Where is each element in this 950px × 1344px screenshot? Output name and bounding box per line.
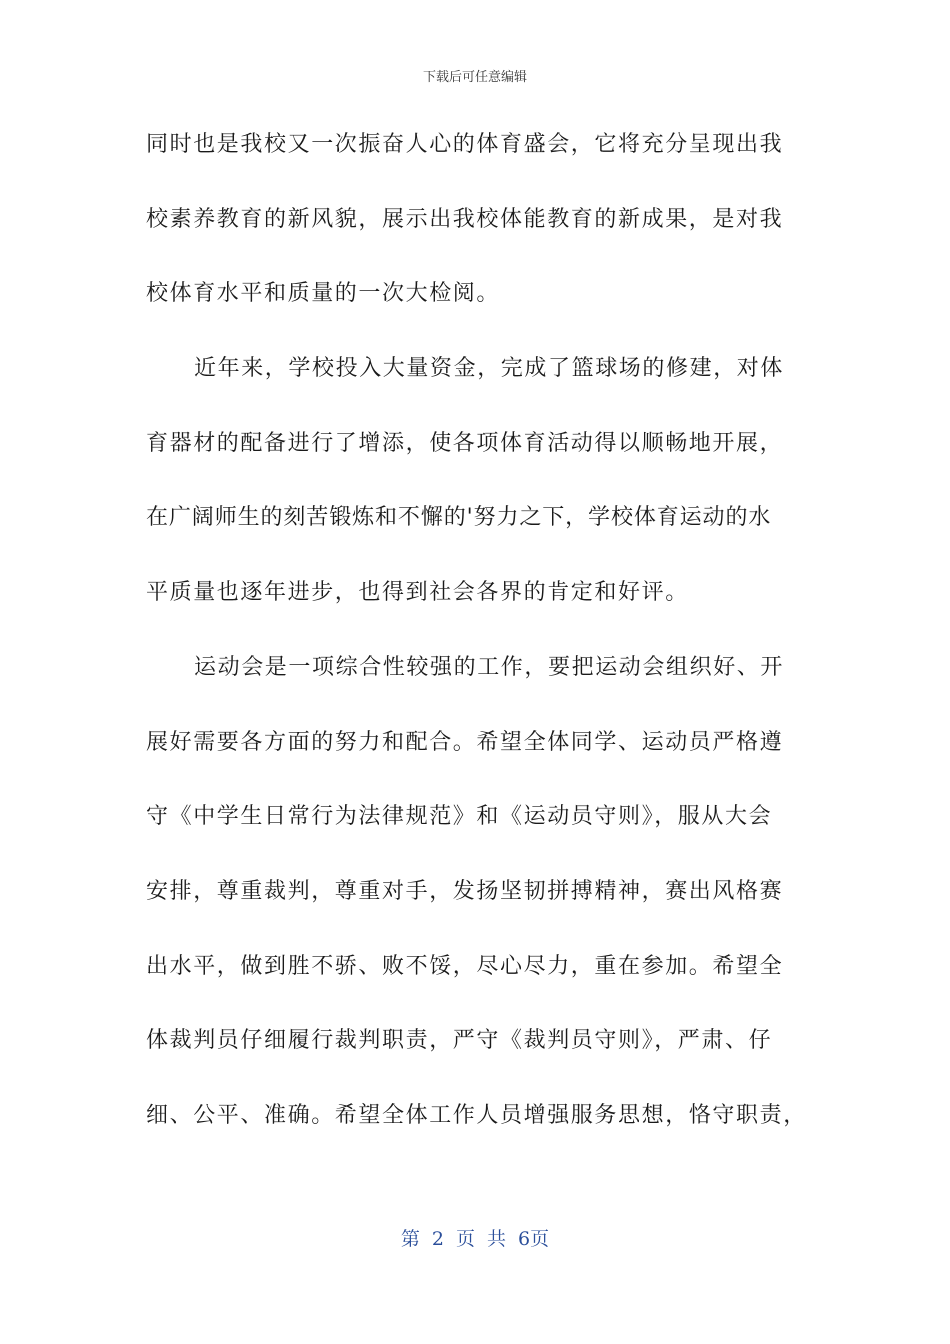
footer-middle: 页 共 xyxy=(455,1228,507,1250)
document-body xyxy=(146,122,807,1168)
body-line-1: 同时也是我校又一次振奋人心的体育盛会，它将充分呈现出我 xyxy=(146,132,784,157)
body-line-7: 平质量也逐年进步，也得到社会各界的肯定和好评。 xyxy=(146,580,689,606)
body-line-10: 守《中学生日常行为法律规范》和《运动员守则》，服从大会 xyxy=(146,804,773,830)
footer-current-page: 2 xyxy=(431,1228,444,1250)
body-line-2: 校素养教育的新风貌，展示出我校体能教育的新成果，是对我 xyxy=(146,206,784,232)
body-line-4: 近年来，学校投入大量资金，完成了篮球场的修建，对体 xyxy=(194,356,785,382)
page-header: 下载后可任意编辑 xyxy=(422,70,527,85)
body-line-6: 在广阔师生的刻苦锻炼和不懈的'努力之下，学校体育运动的水 xyxy=(146,505,772,531)
body-line-11: 安排，尊重裁判，尊重对手，发扬坚韧拼搏精神，赛出风格赛 xyxy=(146,878,784,904)
footer-prefix: 第 xyxy=(400,1228,420,1250)
body-line-3: 校体育水平和质量的一次大检阅。 xyxy=(146,281,501,307)
body-line-13: 体裁判员仔细履行裁判职责，严守《裁判员守则》，严肃、仔 xyxy=(146,1028,773,1054)
footer-total: 6页 xyxy=(518,1228,550,1250)
page-footer xyxy=(0,1224,950,1251)
body-line-12: 出水平，做到胜不骄、败不馁，尽心尽力，重在参加。希望全 xyxy=(146,953,784,979)
body-line-8: 运动会是一项综合性较强的工作，要把运动会组织好、开 xyxy=(194,654,785,680)
body-line-9: 展好需要各方面的努力和配合。希望全体同学、运动员严格遵 xyxy=(146,729,784,755)
body-line-14: 细、公平、准确。希望全体工作人员增强服务思想，恪守职责， xyxy=(146,1102,807,1128)
body-line-5: 育器材的配备进行了增添，使各项体育活动得以顺畅地开展， xyxy=(146,430,784,456)
